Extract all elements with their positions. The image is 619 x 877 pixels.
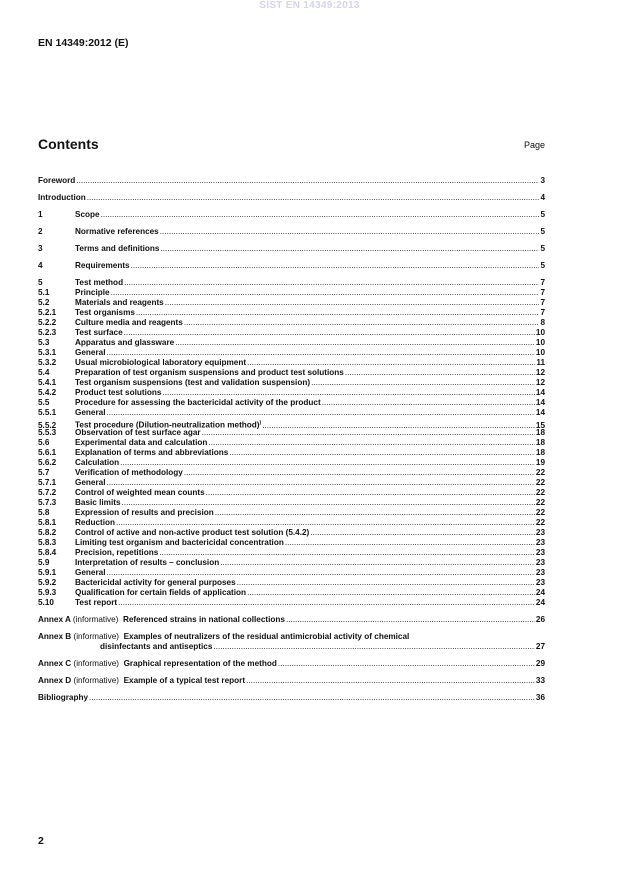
toc-entry[interactable] bbox=[38, 448, 545, 458]
toc-entry[interactable] bbox=[38, 468, 545, 478]
document-id: EN 14349:2012 (E) bbox=[38, 37, 129, 49]
toc-entry[interactable] bbox=[38, 308, 545, 318]
toc-number: 5.7.1 bbox=[38, 478, 57, 487]
toc-title: Bactericidal activity for general purposes bbox=[75, 578, 236, 587]
toc-entry[interactable] bbox=[38, 378, 545, 388]
toc-entry[interactable] bbox=[38, 518, 545, 528]
toc-page: 23 bbox=[535, 578, 545, 587]
annex-heading bbox=[38, 659, 277, 669]
toc-number: 5.8.4 bbox=[38, 548, 57, 557]
toc-entry[interactable] bbox=[38, 278, 545, 288]
toc-page: 4 bbox=[540, 193, 545, 202]
toc-entry[interactable] bbox=[38, 558, 545, 568]
toc-entry[interactable] bbox=[38, 388, 545, 398]
toc-page: 14 bbox=[535, 388, 545, 397]
toc-title: Explanation of terms and abbreviations bbox=[75, 448, 229, 457]
toc-title: General bbox=[75, 568, 106, 577]
toc-number: 5.9 bbox=[38, 558, 50, 567]
toc-page: 29 bbox=[535, 659, 545, 668]
toc-title: General bbox=[75, 348, 106, 357]
toc-entry[interactable] bbox=[38, 418, 545, 428]
toc-title: Culture media and reagents bbox=[75, 318, 183, 327]
toc-title: Foreword bbox=[38, 176, 76, 185]
toc-title: Experimental data and calculation bbox=[75, 438, 208, 447]
toc-title: Test surface bbox=[75, 328, 123, 337]
toc-page: 22 bbox=[535, 478, 545, 487]
toc-entry[interactable] bbox=[38, 428, 545, 438]
toc-title: Terms and definitions bbox=[75, 244, 160, 253]
page-column-label: Page bbox=[523, 140, 545, 150]
annex-label: Annex B bbox=[38, 632, 72, 641]
toc-entry-bibliography[interactable] bbox=[38, 693, 545, 703]
toc-title: Scope bbox=[75, 210, 100, 219]
toc-entry-introduction[interactable] bbox=[38, 193, 545, 203]
toc-title: Qualification for certain fields of application bbox=[75, 588, 247, 597]
toc-number: 5.7.3 bbox=[38, 498, 57, 507]
toc-page: 19 bbox=[535, 458, 545, 467]
toc-page: 3 bbox=[540, 176, 545, 185]
toc-title: Expression of results and precision bbox=[75, 508, 214, 517]
toc-number: 5.5.1 bbox=[38, 408, 57, 417]
toc-entry[interactable] bbox=[38, 348, 545, 358]
toc-number: 5.6.2 bbox=[38, 458, 57, 467]
annex-title: Example of a typical test report bbox=[123, 676, 246, 685]
toc-entry[interactable] bbox=[38, 358, 545, 368]
toc-entry[interactable] bbox=[38, 578, 545, 588]
toc-number: 5.2.2 bbox=[38, 318, 57, 327]
toc-title-text: Test procedure (Dilution-neutralization method) bbox=[75, 420, 260, 430]
toc-title: Preparation of test organism suspensions and product test solutions bbox=[75, 368, 344, 377]
toc-entry[interactable] bbox=[38, 478, 545, 488]
toc-page: 7 bbox=[540, 288, 545, 297]
toc-title: Test method bbox=[75, 278, 124, 287]
toc-entry[interactable] bbox=[38, 368, 545, 378]
toc-page: 24 bbox=[535, 598, 545, 607]
toc-page: 22 bbox=[535, 498, 545, 507]
toc-number: 5.3.2 bbox=[38, 358, 57, 367]
toc-page: 23 bbox=[535, 538, 545, 547]
toc-number: 5.8.2 bbox=[38, 528, 57, 537]
toc-title: General bbox=[75, 478, 106, 487]
toc-number: 5.5.2 bbox=[38, 420, 57, 430]
toc-entry[interactable] bbox=[38, 538, 545, 548]
toc-page: 18 bbox=[535, 428, 545, 437]
toc-title: Verification of methodology bbox=[75, 468, 183, 477]
toc-entry[interactable] bbox=[38, 261, 545, 271]
toc-number: 5.6.1 bbox=[38, 448, 57, 457]
toc-page: 8 bbox=[540, 318, 545, 327]
toc-entry-foreword[interactable] bbox=[38, 176, 545, 186]
annex-type: (informative) bbox=[73, 676, 119, 685]
toc-title: Procedure for assessing the bactericidal activity of the product bbox=[75, 398, 321, 407]
toc-title: Observation of test surface agar bbox=[75, 428, 201, 437]
toc-entry[interactable] bbox=[38, 328, 545, 338]
toc-number: 4 bbox=[38, 261, 43, 270]
toc-title: Control of active and non-active product test solution (5.4.2) bbox=[75, 528, 310, 537]
annex-title: Examples of neutralizers of the residual antimicrobial activity of chemical bbox=[123, 632, 410, 641]
toc-entry[interactable] bbox=[38, 398, 545, 408]
page-title: Contents bbox=[38, 136, 99, 152]
toc-title: General bbox=[75, 408, 106, 417]
toc-title: Reduction bbox=[75, 518, 116, 527]
toc-number: 5.8 bbox=[38, 508, 50, 517]
annex-heading bbox=[38, 676, 245, 686]
toc-number: 5.4 bbox=[38, 368, 50, 377]
toc-page: 26 bbox=[535, 615, 545, 624]
toc-number: 5.4.1 bbox=[38, 378, 57, 387]
toc-number: 5.9.1 bbox=[38, 568, 57, 577]
toc-page: 14 bbox=[535, 408, 545, 417]
toc-entry[interactable] bbox=[38, 508, 545, 518]
footnote-marker: ) bbox=[259, 420, 262, 426]
toc-page: 22 bbox=[535, 518, 545, 527]
page-number: 2 bbox=[38, 835, 44, 847]
toc-annex-d[interactable] bbox=[38, 676, 545, 686]
toc-entry[interactable] bbox=[38, 288, 545, 298]
toc-title: Precision, repetitions bbox=[75, 548, 159, 557]
toc-page: 36 bbox=[535, 693, 545, 702]
toc-number: 5.8.1 bbox=[38, 518, 57, 527]
annex-type: (informative) bbox=[72, 615, 119, 624]
toc-page: 5 bbox=[540, 227, 545, 236]
toc-page: 12 bbox=[535, 378, 545, 387]
toc-page: 5 bbox=[540, 261, 545, 270]
toc-page: 23 bbox=[535, 558, 545, 567]
toc-page: 23 bbox=[535, 528, 545, 537]
toc-number: 3 bbox=[38, 244, 43, 253]
toc-number: 5.8.3 bbox=[38, 538, 57, 547]
toc-entry[interactable] bbox=[38, 498, 545, 508]
annex-title: Referenced strains in national collections bbox=[122, 615, 285, 624]
toc-entry[interactable] bbox=[38, 338, 545, 348]
toc-title: Product test solutions bbox=[75, 388, 162, 397]
toc-page: 7 bbox=[540, 298, 545, 307]
toc-number: 5.2.1 bbox=[38, 308, 57, 317]
toc-number: 5.5.3 bbox=[38, 428, 57, 437]
toc-page: 33 bbox=[535, 676, 545, 685]
toc-number: 5.1 bbox=[38, 288, 50, 297]
toc-entry[interactable] bbox=[38, 408, 545, 418]
toc-number: 5.4.2 bbox=[38, 388, 57, 397]
toc-page: 10 bbox=[535, 348, 545, 357]
toc-number: 5 bbox=[38, 278, 43, 287]
toc-entry[interactable] bbox=[38, 568, 545, 578]
table-of-contents bbox=[38, 176, 545, 703]
toc-number: 1 bbox=[38, 210, 43, 219]
toc-entry[interactable] bbox=[38, 528, 545, 538]
toc-page: 15 bbox=[535, 420, 545, 430]
toc-number: 5.3 bbox=[38, 338, 50, 347]
toc-page: 7 bbox=[540, 278, 545, 287]
toc-page: 18 bbox=[535, 448, 545, 457]
annex-type: (informative) bbox=[73, 632, 119, 641]
toc-entry[interactable] bbox=[38, 298, 545, 308]
watermark: SIST EN 14349:2013 bbox=[259, 0, 360, 11]
toc-title: Basic limits bbox=[75, 498, 121, 507]
toc-page: 11 bbox=[536, 358, 545, 367]
toc-number: 5.9.2 bbox=[38, 578, 57, 587]
toc-title: Apparatus and glassware bbox=[75, 338, 175, 347]
toc-number: 5.6 bbox=[38, 438, 50, 447]
toc-page: 10 bbox=[535, 328, 545, 337]
annex-type: (informative) bbox=[73, 659, 119, 668]
toc-page: 18 bbox=[535, 438, 545, 447]
annex-heading bbox=[38, 615, 285, 625]
toc-title: Test report bbox=[75, 598, 118, 607]
toc-page: 7 bbox=[540, 308, 545, 317]
toc-title: Normative references bbox=[75, 227, 159, 236]
annex-title-continued: disinfectants and antiseptics bbox=[100, 642, 213, 651]
toc-entry[interactable] bbox=[38, 548, 545, 558]
toc-entry[interactable] bbox=[38, 227, 545, 237]
annex-label: Annex D bbox=[38, 676, 72, 685]
toc-number: 5.7 bbox=[38, 468, 50, 477]
toc-number: 5.5 bbox=[38, 398, 50, 407]
annex-title: Graphical representation of the method bbox=[123, 659, 277, 668]
toc-number: 5.10 bbox=[38, 598, 54, 607]
toc-number: 5.9.3 bbox=[38, 588, 57, 597]
toc-annex-b[interactable] bbox=[38, 632, 545, 652]
toc-page: 23 bbox=[535, 568, 545, 577]
toc-title: Introduction bbox=[38, 193, 86, 202]
toc-entry[interactable] bbox=[38, 458, 545, 468]
toc-title: Test organism suspensions (test and validation suspension) bbox=[75, 378, 311, 387]
toc-entry[interactable] bbox=[38, 588, 545, 598]
toc-number: 5.2.3 bbox=[38, 328, 57, 337]
toc-page: 10 bbox=[535, 338, 545, 347]
toc-page: 22 bbox=[535, 508, 545, 517]
toc-entry[interactable] bbox=[38, 598, 545, 608]
toc-title: Requirements bbox=[75, 261, 130, 270]
toc-page: 12 bbox=[535, 368, 545, 377]
toc-entry[interactable] bbox=[38, 318, 545, 328]
annex-label: Annex C bbox=[38, 659, 72, 668]
annex-heading bbox=[38, 632, 409, 642]
toc-title: Interpretation of results – conclusion bbox=[75, 558, 220, 567]
toc-entry[interactable] bbox=[38, 244, 545, 254]
toc-entry[interactable] bbox=[38, 210, 545, 220]
toc-title: Bibliography bbox=[38, 693, 89, 702]
toc-page: 23 bbox=[535, 548, 545, 557]
toc-page: 24 bbox=[535, 588, 545, 597]
toc-annex-c[interactable] bbox=[38, 659, 545, 669]
toc-title: Principle bbox=[75, 288, 110, 297]
toc-title: Materials and reagents bbox=[75, 298, 164, 307]
toc-annex-a[interactable] bbox=[38, 615, 545, 625]
toc-number: 5.3.1 bbox=[38, 348, 57, 357]
toc-entry[interactable] bbox=[38, 438, 545, 448]
toc-title: Test organisms bbox=[75, 308, 135, 317]
annex-label: Annex A bbox=[38, 615, 71, 624]
toc-page: 14 bbox=[535, 398, 545, 407]
toc-title: Calculation bbox=[75, 458, 120, 467]
toc-page: 22 bbox=[535, 468, 545, 477]
toc-page: 22 bbox=[535, 488, 545, 497]
toc-page: 27 bbox=[535, 642, 545, 651]
toc-title: Control of weighted mean counts bbox=[75, 488, 205, 497]
toc-number: 2 bbox=[38, 227, 43, 236]
toc-number: 5.2 bbox=[38, 298, 50, 307]
toc-title: Limiting test organism and bactericidal concentration bbox=[75, 538, 284, 547]
toc-page: 5 bbox=[540, 244, 545, 253]
toc-page: 5 bbox=[540, 210, 545, 219]
toc-title: Usual microbiological laboratory equipment bbox=[75, 358, 247, 367]
toc-entry[interactable] bbox=[38, 488, 545, 498]
toc-number: 5.7.2 bbox=[38, 488, 57, 497]
